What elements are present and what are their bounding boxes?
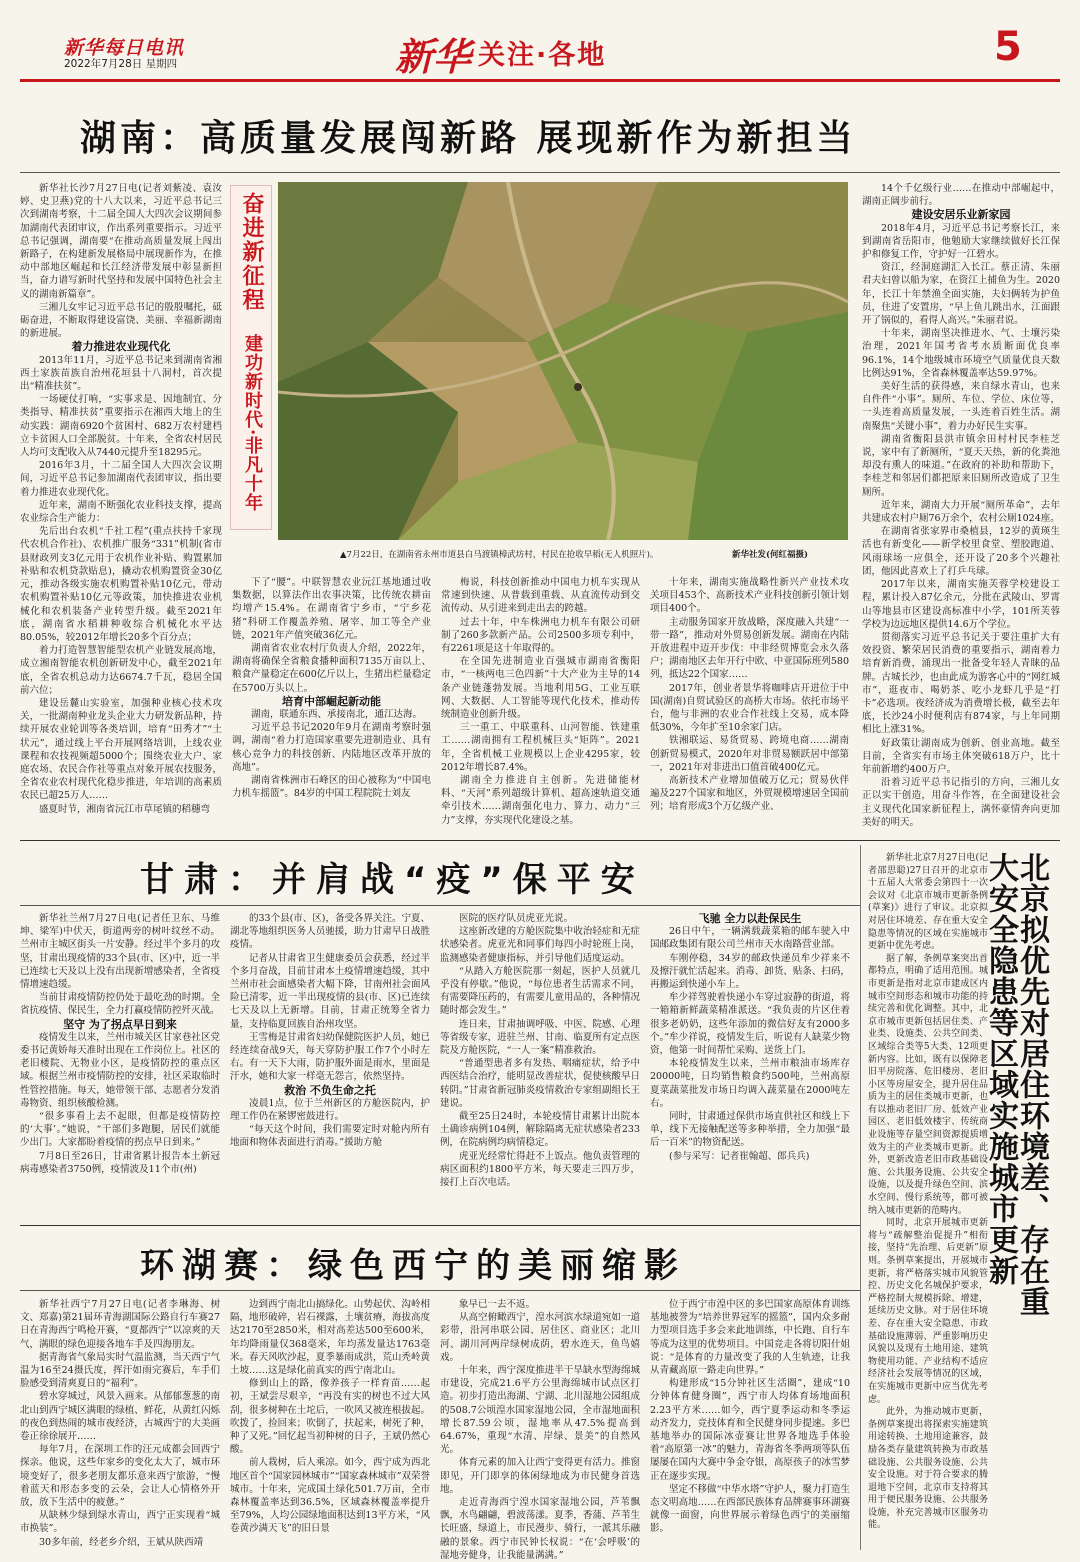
photo-caption: ▲7月22日，在湖南省永州市道县白马渡镇樟武坊村，村民在抢收早稻(无人机照片)。 xyxy=(340,550,659,560)
paragraph: “从踏入方舱医院那一刻起，医护人员就几乎没有停歇。”他说，“每位患者生活需求不同，有需要降压药的，有需要儿童用品的，各种情况随时都会发生。” xyxy=(440,965,640,1017)
paragraph: 近年来，湖南大力开展“厕所革命”，去年共建成农村户厕76万余个，农村公厕1024座。 xyxy=(862,499,1060,525)
masthead-date: 2022年7月28日 星期四 xyxy=(64,58,178,70)
section-logo: 新华 xyxy=(395,34,472,79)
paragraph: 铁湘联运、易货贸易、跨境电商……湖南创新贸易模式，2020年对非贸易额跃居中部第一，2021年对非进出口值首破400亿元。 xyxy=(650,735,849,773)
paragraph: 湖南省株洲市石峰区的田心被称为“中国电力机车摇篮”。84岁的中国工程院院士刘友 xyxy=(232,775,431,800)
xining-column-1 xyxy=(20,1298,220,1550)
xining-headline: 环湖赛：绿色西宁的美丽缩影 xyxy=(140,1246,686,1286)
paragraph: 好政策让湖南成为创新、创业高地。截至目前，全省实有市场主体突破618万户，比十年前新增约400万户。 xyxy=(862,737,1060,775)
paragraph: 过去十年，中车株洲电力机车有限公司研制了260多款新产品。公司2500多项专利中，有2261项是这十年取得的。 xyxy=(441,616,640,655)
paragraph: 下了“腰”。中联智慧农业沅江基地通过收集数据，以算法作出农事决策，比传统农耕亩均增产15.4%。在湖南省宁乡市，“宁乡花猪”科研工作覆盖养殖、屠宰、加工等全产业链，2021年产值突破36亿元。 xyxy=(232,577,431,641)
paragraph: 新华社西宁7月27日电(记者李琳海、树文、郑嘉)第21届环青海湖国际公路自行车赛27日在青海西宁鸣枪开赛，“夏都西宁”以凉爽的天气，满眼的绿色迎接各地车手及四海朋友。 xyxy=(20,1299,220,1350)
page-number: 5 xyxy=(994,24,1022,70)
paragraph: 当前甘肃疫情防控仍处于最吃劲的时期。全省抗疫情、保民生，全力打赢疫情防控歼灭战。 xyxy=(20,992,220,1017)
gansu-column-2 xyxy=(230,912,430,1220)
gansu-column-1 xyxy=(20,912,220,1220)
paragraph: 三一重工、中联重科、山河智能、铁建重工……湖南拥有工程机械巨头“矩阵”。2021年，全省机械工业规模以上企业4295家，较2012年增长87.4%。 xyxy=(441,722,640,773)
gansu-bottom-rule xyxy=(20,1225,860,1226)
gansu-column-4 xyxy=(650,912,850,1220)
paragraph: 湖南省农业农村厅负责人介绍，2022年，湖南将确保全省粮食播种面积7135万亩以上、粮食产量稳定在600亿斤以上，生猪出栏量稳定在5700万头以上。 xyxy=(232,643,431,694)
paragraph: 十年来，湖南坚决推进水、气、土壤污染治理，2021年国考省考水质断面优良率96.1%，14个地级城市环境空气质量优良天数比例达91%，全省森林覆盖率达59.97%。 xyxy=(862,328,1060,379)
paragraph: 坚定不移做“中华水塔”守护人，聚力打造生态文明高地……在西部民族体育品牌赛事环湖赛就像一面窗，向世界展示着绿色西宁的美丽缩影。 xyxy=(650,1483,850,1535)
paragraph: 资江，经洞庭湖汇入长江。蔡正清、朱丽君夫妇曾以船为家，在资江上捕鱼为生。2020年，长江十年禁渔全面实施，夫妇俩转为护鱼员，住进了安置房，“早上鱼儿跳出水，江面跟开了锅似的，看得人高兴。”朱丽君说。 xyxy=(862,262,1060,327)
paragraph: 美好生活的获得感，来自绿水青山，也来自件件“小事”。厕所、车位、学位、床位等，一头连着高质量发展，一头连着百姓生活。湖南聚焦“关键小事”，着力办好民生实事。 xyxy=(862,381,1060,432)
aerial-field-illustration xyxy=(278,182,848,540)
subheading: 飞驰 全力以赴保民生 xyxy=(698,912,802,925)
paragraph: “普通型患者多有发热、咽痛症状，给予中西医结合治疗，能明显改善症状，促使核酸早日转阴。”甘肃省新冠肺炎疫情救治专家组副组长王建说。 xyxy=(440,1058,640,1109)
paragraph: 牟少祥驾驶着快递小车穿过寂静的街道，将一箱箱新鲜蔬菜精准派送。“我负责的片区住着很多老奶奶，这些年添加的微信好友有2000多个。”牟少祥说，疫情发生后，听说有人缺菜少物资，他第一时间帮忙采购、送货上门。 xyxy=(650,992,850,1057)
paragraph: 虎亚光经常忙得赶不上饭点。他负责管理的病区面积约1800平方米，每天要走三四万步，接打上百次电话。 xyxy=(440,1150,640,1189)
beijing-column xyxy=(868,852,988,1550)
paragraph: (参与采写：记者崔翰超、郎兵兵) xyxy=(669,1150,810,1162)
subheading: 培育中部崛起新动能 xyxy=(282,694,381,708)
subheading: 坚守 为了拐点早日到来 xyxy=(63,1017,177,1031)
paragraph: 2018年4月，习近平总书记考察长江，来到湖南省岳阳市，他勉励大家继续做好长江保护和修复工作，守护好一江碧水。 xyxy=(862,222,1060,261)
paragraph: 据青海省气象局实时气温监测，当天西宁气温为16至24摄氏度，挥汗如雨完赛后，车手们脸感受到清爽夏日的“福利”。 xyxy=(20,1351,220,1390)
hunan-bottom-rule xyxy=(20,840,1060,841)
paragraph: “每天这个时间，我们需要定时对舱内所有地面和物体表面进行消毒。”援助方舱 xyxy=(230,1124,430,1149)
xining-column-2 xyxy=(230,1298,430,1550)
paragraph: 碧水穿城过，风景入画来。从郁郁葱葱的南北山到西宁城区满眼的绿植、鲜花，从黄红闪烁的夜色到热闹的城市夜经济，古城西宁的大美画卷正徐徐展开…… xyxy=(20,1391,220,1443)
paragraph: 在全国先进制造业百强城市湖南省衡阳市，“一核两电三色四新”十大产业为主导的14条产业链蓬勃发展。当地利用5G、工业互联网、大数据、人工智能等现代化技术，推动传统制造业创新升级。 xyxy=(441,656,640,721)
paragraph: 新华社北京7月27日电(记者邵思聪)27日召开的北京市十五届人大常委会第四十一次会议对《北京市城市更新条例(草案)》进行了审议。北京拟对居住环境差、存在重大安全隐患等情况的区域在实施城市更新中优先考虑。 xyxy=(868,853,988,952)
paragraph: 从缺林少绿到绿水青山，西宁正实现着“城市换装”。 xyxy=(20,1510,220,1535)
paragraph: 此外，为推动城市更新，条例草案提出将探索实施建筑用途转换、土地用途兼容，鼓励各类存量建筑转换为市政基础设施、公共服务设施、公共安全设施。对于符合要求的腾退地下空间，北京市支持将其用于便民服务设施、公共服务设施，补充完善城市区服务功能。 xyxy=(868,1407,988,1531)
paragraph: 2017年，创业者景华将咖啡店开进位于中国(湖南)自贸试验区的高桥大市场。依托市场平台，他与非洲的农业合作社线上交易，成本降低30%，今年扩至10余家门店。 xyxy=(650,682,849,734)
paragraph: 沿着习近平总书记指引的方向，三湘儿女正以实干创造，用奋斗作答，在全面建设社会主义现代化国家新征程上，满怀豪情奔向更加美好的明天。 xyxy=(862,777,1060,828)
gansu-top-rule xyxy=(20,905,860,906)
paragraph: 象早已一去不返。 xyxy=(459,1299,536,1310)
paragraph: 新华社长沙7月27日电(记者刘紫凌、袁汝婷、史卫燕)党的十八大以来，习近平总书记三次到湖南考察，十二届全国人大四次会议期间参加湖南代表团审议，作出系列重要指示。习近平总书记强调，湖南要“在推动高质量发展上闯出新路子，在构建新发展格局中展现新作为，在推动中部地区崛起和长江经济带发展中彰显新担当，奋力谱写新时代坚持和发展中国特色社会主义的湖南新篇章”。 xyxy=(20,183,222,300)
paragraph: 2016年3月，十二届全国人大四次会议期间，习近平总书记参加湖南代表团审议，指出要着力推进农业现代化。 xyxy=(20,460,222,498)
section-name: 关注·各地 xyxy=(478,40,607,71)
paragraph: 前人栽树，后人乘凉。如今，西宁成为西北地区首个“国家园林城市”“国家森林城市”双荣誉城市。十年来，完成国土绿化501.7万亩，全市森林覆盖率达到36.5%，区域森林覆盖率提升至79%，人均公园绿地面积达到13平方米，“风卷黄沙满天飞”的旧日景 xyxy=(230,1457,430,1535)
paragraph: 走近青海西宁湟水国家湿地公园，芦苇飘飘，水鸟翩翩，碧波荡漾。夏季，香蒲、芦苇生长旺盛，绿道上，市民漫步、骑行，一派其乐融融的景象。西宁市民钟长权说：“在‘会呼吸’的湿地旁健身，让我能量满满。” xyxy=(440,1497,640,1561)
paragraph: 据了解，条例草案突出首都特点，明确了适用范围。城市更新是指对北京市建成区内城市空间形态和城市功能的持续完善和优化调整。其中，北京市城市更新包括居住类、产业类、设施类、公共空间类、区域综合类等5大类、12项更新内容。比如，既有以保障老旧平房院落、危旧楼房、老旧小区等房屋安全，提升居住品质为主的居住类城市更新，也有以推动老旧厂房、低效产业园区、老旧低效楼宇、传统商业设施等存量空间资源提质增效为主的产业类城市更新。此外，更新改造老旧市政基础设施、公共服务设施、公共安全设施，以及提升绿色空间、滨水空间、慢行系统等，都可被纳入城市更新的范畴内。 xyxy=(868,953,988,1216)
hunan-column-1 xyxy=(20,182,222,830)
paragraph: 湖南全力推进自主创新。先进储能材料、“天河”系列超级计算机、超高速轨道交通牵引技术……湖南强化电力、算力、动力“三力”支撑，夯实现代化建设之基。 xyxy=(441,775,640,826)
hunan-column-b2 xyxy=(441,576,640,830)
hunan-column-b3 xyxy=(650,576,849,830)
paragraph: 疫情发生以来，兰州市城关区甘家巷社区党委书记黄娇每天准时出现在工作岗位上。社区的老旧楼院、无物业小区，是疫情防控的重点区域。根据兰州市疫情防控的安排，社区采取临时性管控措施。每天，她带领干部、志愿者分发消毒物资、组织核酸检测。 xyxy=(20,1031,220,1109)
paragraph: 近年来，湖南不断强化农业科技支撑，提高农业综合生产能力： xyxy=(20,499,222,525)
paragraph: 十年来，湖南实施战略性新兴产业技术攻关项目453个、高新技术产业科技创新引领计划项目400个。 xyxy=(650,577,849,615)
slogan-box xyxy=(230,185,272,530)
paragraph: 位于西宁市湟中区的多巴国家高原体育训练基地被誉为“培养世界冠军的摇篮”，国内众多耐力型项目选手多会来此地训练，中长跑、自行车等成为这里的优势项目。中国竞走各将切阳什姐说：“是体育的力量改变了我的人生轨迹，让我从青藏高原一路走向世界。” xyxy=(650,1299,850,1377)
slogan-part2: 建功新时代·非凡十年 xyxy=(242,334,263,513)
subheading: 建设安居乐业新家园 xyxy=(911,208,1011,222)
xining-column-4 xyxy=(650,1298,850,1550)
xining-column-3 xyxy=(440,1298,640,1561)
rice-field-photo xyxy=(278,182,848,540)
paragraph: 在湖南省张家界市桑植县，12岁的黄瑛生活也有新变化——新学校里食堂、塑胶跑道、风雨球场一应俱全，还开设了20多个兴趣社团，他因此喜欢上了打乒乓球。 xyxy=(862,526,1060,577)
beijing-divider xyxy=(860,845,861,1550)
beijing-headline: 北京拟优先对居住环境差、存在重大安全隐患等区域实施城市更新 xyxy=(983,852,1049,1317)
paragraph: 一场硬仗打响，“实事求是、因地制宜、分类指导、精准扶贫”重要指示在湘西大地上的生动实践：湖南6920个贫困村、682万农村建档立卡贫困人口全部脱贫。十年来，全省农村居民人均可支配收入从7440元提升至18295元。 xyxy=(20,394,222,459)
paragraph: 医院的医疗队员虎亚光说。 xyxy=(459,913,574,924)
paragraph: 2017年以来，湖南实施芙蓉学校建设工程，累计投入87亿余元，分批在武陵山、罗霄山等地县市区建设高标准中小学，101所芙蓉学校为边远地区提供14.6万个学位。 xyxy=(862,579,1060,630)
subheading: 救治 不负生命之托 xyxy=(284,1083,376,1097)
paragraph: 习近平总书记2020年9月在湖南考察时强调，湖南“着力打造国家重要先进制造业、具有核心竞争力的科技创新、内陆地区改革开放的高地”。 xyxy=(232,722,431,773)
masthead-rule xyxy=(20,79,1060,82)
paragraph: 每年7月，在深圳工作的汪元成都会回西宁探亲。他说，这些年家乡的变化太大了，城市环境变好了，很多老朋友都乐意来西宁旅游，“慢着蓝天和形态多变的云朵，会让人心情格外开放，放下生活中的疲惫。” xyxy=(20,1444,220,1509)
paragraph: 十年来，西宁深度推进半干旱缺水型海绵城市建设，完成21.6平方公里海绵城市试点区打造。初步打造出海湖、宁湖、北川湿地公园组成的508.7公顷湟水国家湿地公园，全市湿地面积增长87.59公顷，湿地率从47.5%提高到64.67%，重现“水清、岸绿、景美”的自然风光。 xyxy=(440,1365,640,1456)
paragraph: 连日来，甘肃抽调呼吸、中医、院感、心理等省级专家，进驻兰州、甘南、临夏所有定点医院及方舱医院，“一人一案”精准救治。 xyxy=(440,1018,640,1057)
gansu-headline: 甘肃：并肩战“疫”保平安 xyxy=(140,860,645,900)
paragraph: 建设岳麓山实验室，加强种业核心技术攻关，一批湖南种业龙头企业大力研发新品种，持续开展农业轮训等各类培训，培育“田秀才”“土状元”，通过线上平台开展网络培训，上线农业课程和农技视频超5000个；围绕农业大户、家庭农场、农民合作社等重点对象开展农技服务，全省农业农村现代化稳步推进，年培训的高素质农民已超25万人…… xyxy=(20,697,222,802)
slogan-part1: 奋进新征程 xyxy=(239,192,265,312)
paragraph: 同时，甘肃通过保供市场直供社区和线上下单，线下无接触配送等多种举措，全力加强“最后一百米”的物资配送。 xyxy=(650,1111,850,1149)
hunan-top-rule xyxy=(20,172,1060,173)
photo-credit: 新华社发(何红福摄) xyxy=(732,550,809,560)
paragraph: 同时，北京开展城市更新将与“疏解整治促提升”相衔接，坚持“先治理、后更新”原则。条例草案提出，开展城市更新，将严格落实城市风貌管控、历史文化名城保护要求，严格控制大规模拆除、增建，延续历史文脉。对于居住环境差、存在重大安全隐患、市政基础设施薄弱、严重影响历史风貌以及现有土地用途、建筑物使用功能、产业结构不适应经济社会发展等情况的区域，在实施城市更新中应当优先考虑。 xyxy=(868,1218,988,1405)
paragraph: 王雪梅是甘肃省妇幼保健院医护人员，她已经连续奋战9天，每天穿防护服工作7个小时左右。有一天下大雨，防护服外面是雨水，里面是汗水，她和大家一样毫无怨言，依然坚持。 xyxy=(230,1031,430,1083)
paragraph: 边到西宁南北山搞绿化。山势起伏、沟岭相隔，地形破碎，岩石裸露，土壤贫瘠，海拔高度达2170至2850米，相对高差达500至600米，年均降雨量仅368毫米，年均蒸发量达1763毫米。春天风吹沙起，夏季暴雨成洪，荒山秃岭黄土坡……这是绿化前真实的西宁南北山。 xyxy=(230,1299,430,1377)
paragraph: 高新技术产业增加值破万亿元；贸易伙伴遍及227个国家和地区，外贸规模增速居全国前列；培育形成3个万亿级产业、 xyxy=(650,775,849,813)
paragraph: 车刚停稳，34岁的邮政快递员牟少祥来不及擦汗就忙活起来。消毒、卸货、贴条、扫码，再搬运到快递小车上。 xyxy=(650,952,850,991)
paragraph: 30多年前，经老乡介绍，王斌从陕西靖 xyxy=(39,1536,204,1548)
paragraph: 14个千亿级行业……在推动中部崛起中，湖南正阔步前行。 xyxy=(862,183,1060,208)
paragraph: 湖南，联通东西、承接南北，通江达海。 xyxy=(251,709,423,721)
paragraph: 盛夏时节，湘南省沅江市草尾镇的稻穗弯 xyxy=(39,803,211,815)
paragraph: 梅说，科技创新推动中国电力机车实现从常速到快速、从普载到重载、从直流传动到交流传动、从引进来到走出去的跨越。 xyxy=(441,577,640,615)
hunan-column-right xyxy=(862,182,1060,830)
paragraph: 7月8日至26日，甘肃省累计报告本土新冠病毒感染者3750例，疫情波及11个市(州) xyxy=(20,1150,220,1175)
paragraph: 新华社兰州7月27日电(记者任卫东、马维坤、梁军)中伏天，街道两旁的树叶纹丝不动。兰州市主城区街头一片安静。经过半个多月的攻坚，甘肃出现疫情的33个县(市、区)中，近一半已连续七天及以上没有出现新增感染者，全省疫情增速趋缓。 xyxy=(20,913,221,991)
paragraph: 凌晨1点，位于兰州新区的方舱医院内，护理工作仍在紧锣密鼓进行。 xyxy=(230,1097,430,1123)
hunan-headline: 湖南：高质量发展闯新路 展现新作为新担当 xyxy=(80,118,857,159)
paragraph: 修到山上的路，像养孩子一样育苗……起初，王斌尝尽艰辛，“再没有实的树也不过大风刮，很多树种在土坨后，一吹风又被连根拔起。吹拨了，捡回来；吹倒了，扶起来，树死了种，种了又死。”回忆起当初种树的日子，王斌仍然心酸。 xyxy=(230,1378,430,1456)
paragraph: 构建形成“15分钟社区生活圈”，建成“10分钟体育健身圈”，西宁市人均体育场地面积2.23平方米……如今，西宁夏季运动和冬季运动齐发力，竞技体育和全民健身同步提速。多巴基地举办的国际冰壶赛让世界各地选手体验着“高原第一冰”的魅力，青海省冬季两项等队伍屡屡在国内大赛中争金夺银，高原孩子的冰雪梦正在逐步实现。 xyxy=(650,1378,850,1482)
hunan-column-b1 xyxy=(232,576,431,830)
paragraph: 着力打造智慧智能型农机产业链发展高地，成立湘南智能农机创新研发中心，截至2021年底，全省农机总动力达6674.7千瓦，稳居全国前六位； xyxy=(20,645,222,696)
paragraph: 的33个县(市、区)，备受各界关注。宁夏、湖北等地组织医务人员驰援，助力甘肃早日战胜疫情。 xyxy=(230,913,431,951)
gansu-column-3 xyxy=(440,912,640,1220)
paragraph: 截至25日24时，本轮疫情甘肃累计出院本土确诊病例104例，解除隔离无症状感染者233例，在院病例均病情稳定。 xyxy=(440,1111,640,1149)
paragraph: 这座新改建的方舱医院集中收治轻症和无症状感染者。虎亚光和同事们每四小时轮班上岗，监测感染者健康指标，并引导他们适度运动。 xyxy=(440,926,640,964)
paragraph: 先后出台农机“千社工程”(重点扶持千家现代农机合作社)、农机推广服务“331”机制(省市县财政列支3亿元用于农机作业补贴、购置累加补贴和农机贷款贴息)，撬动农机购置资金30亿元，推动各级实施农机购置补贴10亿元，带动农机购置补贴10亿元等政策，加快推进农业机械化和农机装备产业转型升级。截至2021年底，湖南省水稻耕种收综合机械化水平达80.05%，较2012年增长20多个百分点； xyxy=(20,526,222,643)
paragraph: 26日中午，一辆满载蔬菜箱的邮车驶入中国邮政集团有限公司兰州市天水南路营业部。 xyxy=(650,926,850,951)
paragraph: 2013年11月，习近平总书记来到湖南省湘西土家族苗族自治州花垣县十八洞村，首次提出“精准扶贫”。 xyxy=(20,354,222,393)
paragraph: 体育元素的加入让西宁变得更有活力。推窗即见，开门即享的体闲绿地成为市民健身首选地。 xyxy=(440,1457,640,1495)
subheading: 着力推进农业现代化 xyxy=(71,340,171,354)
paragraph: 从高空俯瞰西宁，湟水河滨水绿道宛如一道彩带，沿河串联公园、居住区、商业区；北川河、湖川河两岸绿树成荫，碧水连天，鱼鸟嬉戏。 xyxy=(440,1312,640,1363)
paragraph: 贯彻落实习近平总书记关于要注重扩大有效投资、繁荣居民消费的重要指示，湖南着力培育新消费，涌现出一批备受年轻人青睐的品牌。古城长沙，也由此成为游客心中的“网红城市”，逛夜市、喝奶茶、吃小龙虾几乎是“打卡”必选项。夜经济成为消费增长极，截至去年底，长沙24小时便利店有874家，与上年同期相比上涨31%。 xyxy=(862,631,1060,736)
paragraph: 记者从甘肃省卫生健康委员会获悉，经过半个多月奋战，目前甘肃本土疫情增速趋缓，其中兰州市社会面感染者大幅下降，甘南州社会面风险已清零，近一半出现疫情的县(市、区)已连续七天及以上无新增。目前，甘肃正统筹全省力量，支持临夏回族自治州攻坚。 xyxy=(230,952,430,1030)
paragraph: 主动服务国家开放战略，深度融入共建“一带一路”，推动对外贸易创新发展。湖南在内陆开放进程中迈开步伐：中非经贸博览会永久落户；湖南地区去年开行中欧、中亚国际班列580列，抵达22个国家…… xyxy=(650,616,849,681)
xining-top-rule xyxy=(20,1290,860,1291)
paragraph: 本轮疫情发生以来，兰州市粮油市场库存20000吨，日均销售粮食约500吨，兰州高原夏菜蔬菜批发市场日均调入蔬菜量在2000吨左右。 xyxy=(650,1058,850,1109)
paragraph: 三湘儿女牢记习近平总书记的殷殷嘱托，砥砺奋进，不断取得建设富饶、美丽、幸福新湖南的新进展。 xyxy=(20,301,222,340)
masthead-logo: 新华每日电讯 xyxy=(64,37,185,59)
paragraph: “很多事看上去不起眼，但都是疫情防控的‘大事’。”她说，“干部们多跑腿，居民们就能少出门。大家都盼着疫情的拐点早日到来。” xyxy=(20,1111,220,1149)
paragraph: 湖南省衡阳县洪市镇余田村村民李桂芝说，家中有了新厕所，“夏天天热，新的化粪池却没有熏人的味道。”在政府的补助和帮助下，李桂芝和邻居们都把原来旧厕所改造成了卫生厕所。 xyxy=(862,433,1060,498)
